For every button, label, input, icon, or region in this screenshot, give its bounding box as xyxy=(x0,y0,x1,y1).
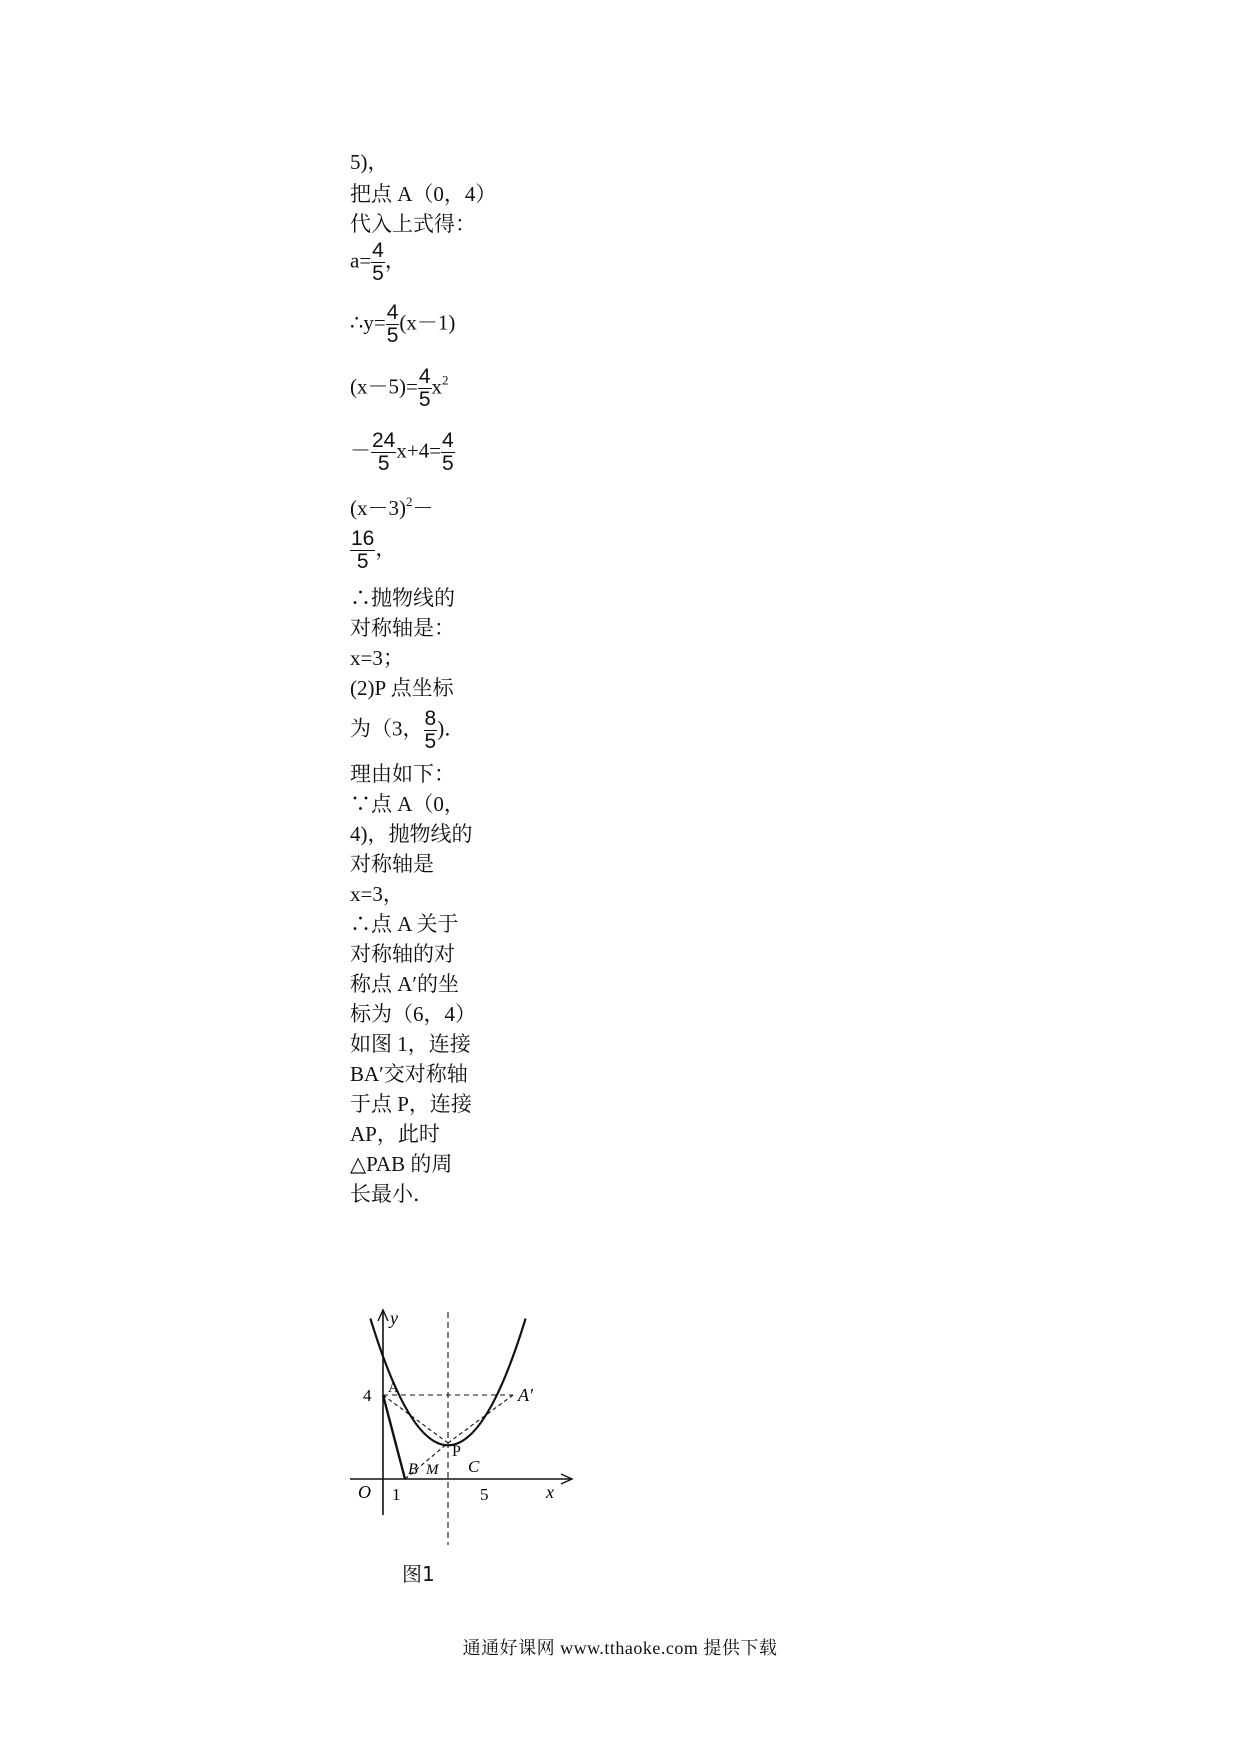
figure-caption: 图1 xyxy=(402,1562,435,1586)
line-10: ∴抛物线的 xyxy=(350,586,455,610)
numerator: 16 xyxy=(351,527,375,550)
line-13: (2)P 点坐标 xyxy=(350,676,454,700)
point-b-label: B xyxy=(408,1461,418,1478)
numerator: 4 xyxy=(372,239,384,262)
line-28: △PAB 的周 xyxy=(350,1152,453,1176)
point-a-prime-label: A′ xyxy=(518,1385,533,1405)
point-c-label: C xyxy=(468,1457,480,1476)
x-variable: x xyxy=(431,374,443,399)
line-expanded-continued xyxy=(350,430,580,478)
numerator: 4 xyxy=(442,429,454,452)
origin-label: O xyxy=(358,1482,371,1502)
segment-a-prime-p xyxy=(448,1395,513,1443)
line-24: 如图 1，连接 xyxy=(350,1032,471,1056)
fraction-4-5 xyxy=(418,366,432,411)
line-15: 理由如下： xyxy=(350,762,455,786)
point-a-label: A xyxy=(388,1380,399,1396)
segment-a-b xyxy=(383,1395,405,1479)
numerator: 24 xyxy=(372,429,396,452)
denominator: 5 xyxy=(372,262,384,285)
x-axis-label: x xyxy=(546,1482,554,1502)
point-m-label: M xyxy=(426,1462,439,1478)
coordinate-suffix: )． xyxy=(437,716,466,741)
line-18: 对称轴是 xyxy=(350,852,434,876)
tick-label-4: 4 xyxy=(363,1386,372,1405)
line-20: ∴点 A 关于 xyxy=(350,912,459,936)
figure-1 xyxy=(350,1300,580,1586)
denominator: 5 xyxy=(356,550,369,573)
factor-x-minus-5: (x－5)= xyxy=(350,374,418,399)
denominator: 5 xyxy=(442,452,454,475)
point-p-label: P xyxy=(452,1443,461,1460)
line-a-value xyxy=(350,240,580,288)
line-p-coordinates xyxy=(350,708,580,756)
term-x-plus-4: x+4= xyxy=(396,438,442,463)
line-16: ∵点 A（0， xyxy=(350,792,465,816)
line-21: 对称轴的对 xyxy=(350,942,455,966)
solution-text xyxy=(350,150,580,1206)
fraction-4-5 xyxy=(371,240,385,285)
line-25: BA′交对称轴 xyxy=(350,1062,468,1086)
fraction-4-5 xyxy=(386,302,400,347)
line-29: 长最小． xyxy=(350,1182,434,1206)
denominator: 5 xyxy=(386,324,399,347)
therefore-y: ∴y= xyxy=(350,310,386,335)
line-2: 把点 A（0，4） xyxy=(350,182,497,206)
line-1: 5)， xyxy=(350,150,389,174)
tick-label-1: 1 xyxy=(392,1485,401,1504)
line-y-equation xyxy=(350,302,580,350)
minus-sign: － xyxy=(412,496,434,520)
denominator: 5 xyxy=(424,730,437,753)
line-vertex-form xyxy=(350,490,580,520)
a-label: a= xyxy=(350,248,372,273)
exponent: 2 xyxy=(406,494,413,509)
denominator: 5 xyxy=(377,452,390,475)
line-19: x=3， xyxy=(350,882,404,906)
line-26: 于点 P，连接 xyxy=(350,1092,472,1116)
fraction-4-5 xyxy=(441,430,455,475)
parabola-diagram xyxy=(350,1300,580,1550)
line-expanded xyxy=(350,366,580,414)
factor-x-minus-3: (x－3) xyxy=(350,496,406,520)
minus-sign: － xyxy=(350,438,371,463)
fraction-16-5 xyxy=(350,528,375,573)
exponent: 2 xyxy=(442,372,449,388)
denominator: 5 xyxy=(418,388,431,411)
factor-x-minus-1: (x－1) xyxy=(399,310,456,335)
line-23: 标为（6，4） xyxy=(350,1002,476,1026)
y-axis-label: y xyxy=(390,1308,398,1328)
tick-label-5: 5 xyxy=(480,1485,489,1504)
fraction-24-5 xyxy=(371,430,396,475)
fraction-8-5 xyxy=(424,708,438,753)
line-17: 4)，抛物线的 xyxy=(350,822,473,846)
comma: ， xyxy=(375,536,397,561)
line-22: 称点 A′的坐 xyxy=(350,972,460,996)
line-16-5 xyxy=(350,528,580,576)
coordinate-prefix: 为（3， xyxy=(350,716,424,741)
line-27: AP，此时 xyxy=(350,1122,440,1146)
numerator: 4 xyxy=(418,365,431,388)
numerator: 4 xyxy=(386,301,399,324)
line-3: 代入上式得： xyxy=(350,212,476,236)
page-footer: 通通好课网 www.tthaoke.com 提供下载 xyxy=(462,1638,778,1658)
comma: ， xyxy=(384,248,406,273)
numerator: 8 xyxy=(424,707,437,730)
line-11: 对称轴是： xyxy=(350,616,455,640)
line-12: x=3； xyxy=(350,646,404,670)
